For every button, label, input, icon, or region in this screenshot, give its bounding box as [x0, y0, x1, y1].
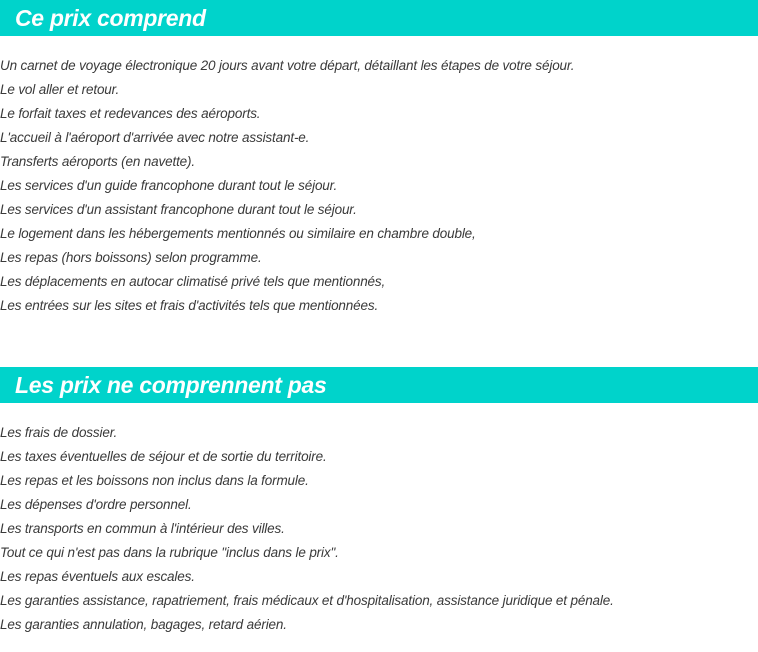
list-item: Les garanties annulation, bagages, retard aérien.: [0, 617, 287, 632]
list-item: L'accueil à l'aéroport d'arrivée avec notre assistant-e.: [0, 130, 310, 145]
included-section-title: Ce prix comprend: [0, 0, 758, 36]
list-item: Le logement dans les hébergements mentionnés ou similaire en chambre double,: [0, 226, 476, 241]
list-item: Transferts aéroports (en navette).: [0, 154, 195, 169]
list-item: Les repas et les boissons non inclus dans la formule.: [0, 473, 309, 488]
list-item: Les entrées sur les sites et frais d'activités tels que mentionnées.: [0, 298, 379, 313]
excluded-section-title: Les prix ne comprennent pas: [0, 367, 758, 403]
list-item: Les déplacements en autocar climatisé privé tels que mentionnés,: [0, 274, 386, 289]
list-item: Le vol aller et retour.: [0, 82, 120, 97]
list-item: Les transports en commun à l'intérieur des villes.: [0, 521, 285, 536]
list-item: Un carnet de voyage électronique 20 jours avant votre départ, détaillant les étapes de votre séjour.: [0, 58, 575, 73]
list-item: Les repas (hors boissons) selon programme.: [0, 250, 262, 265]
list-item: Le forfait taxes et redevances des aéroports.: [0, 106, 261, 121]
excluded-list: [0, 421, 614, 637]
list-item: Les taxes éventuelles de séjour et de sortie du territoire.: [0, 449, 327, 464]
list-item: Les services d'un guide francophone durant tout le séjour.: [0, 178, 338, 193]
list-item: Les dépenses d'ordre personnel.: [0, 497, 192, 512]
list-item: Les services d'un assistant francophone durant tout le séjour.: [0, 202, 357, 217]
included-list: [0, 54, 574, 318]
list-item: Les frais de dossier.: [0, 425, 118, 440]
list-item: Tout ce qui n'est pas dans la rubrique "inclus dans le prix".: [0, 545, 339, 560]
list-item: Les garanties assistance, rapatriement, frais médicaux et d'hospitalisation, assistance juridique et pénale.: [0, 593, 614, 608]
list-item: Les repas éventuels aux escales.: [0, 569, 195, 584]
